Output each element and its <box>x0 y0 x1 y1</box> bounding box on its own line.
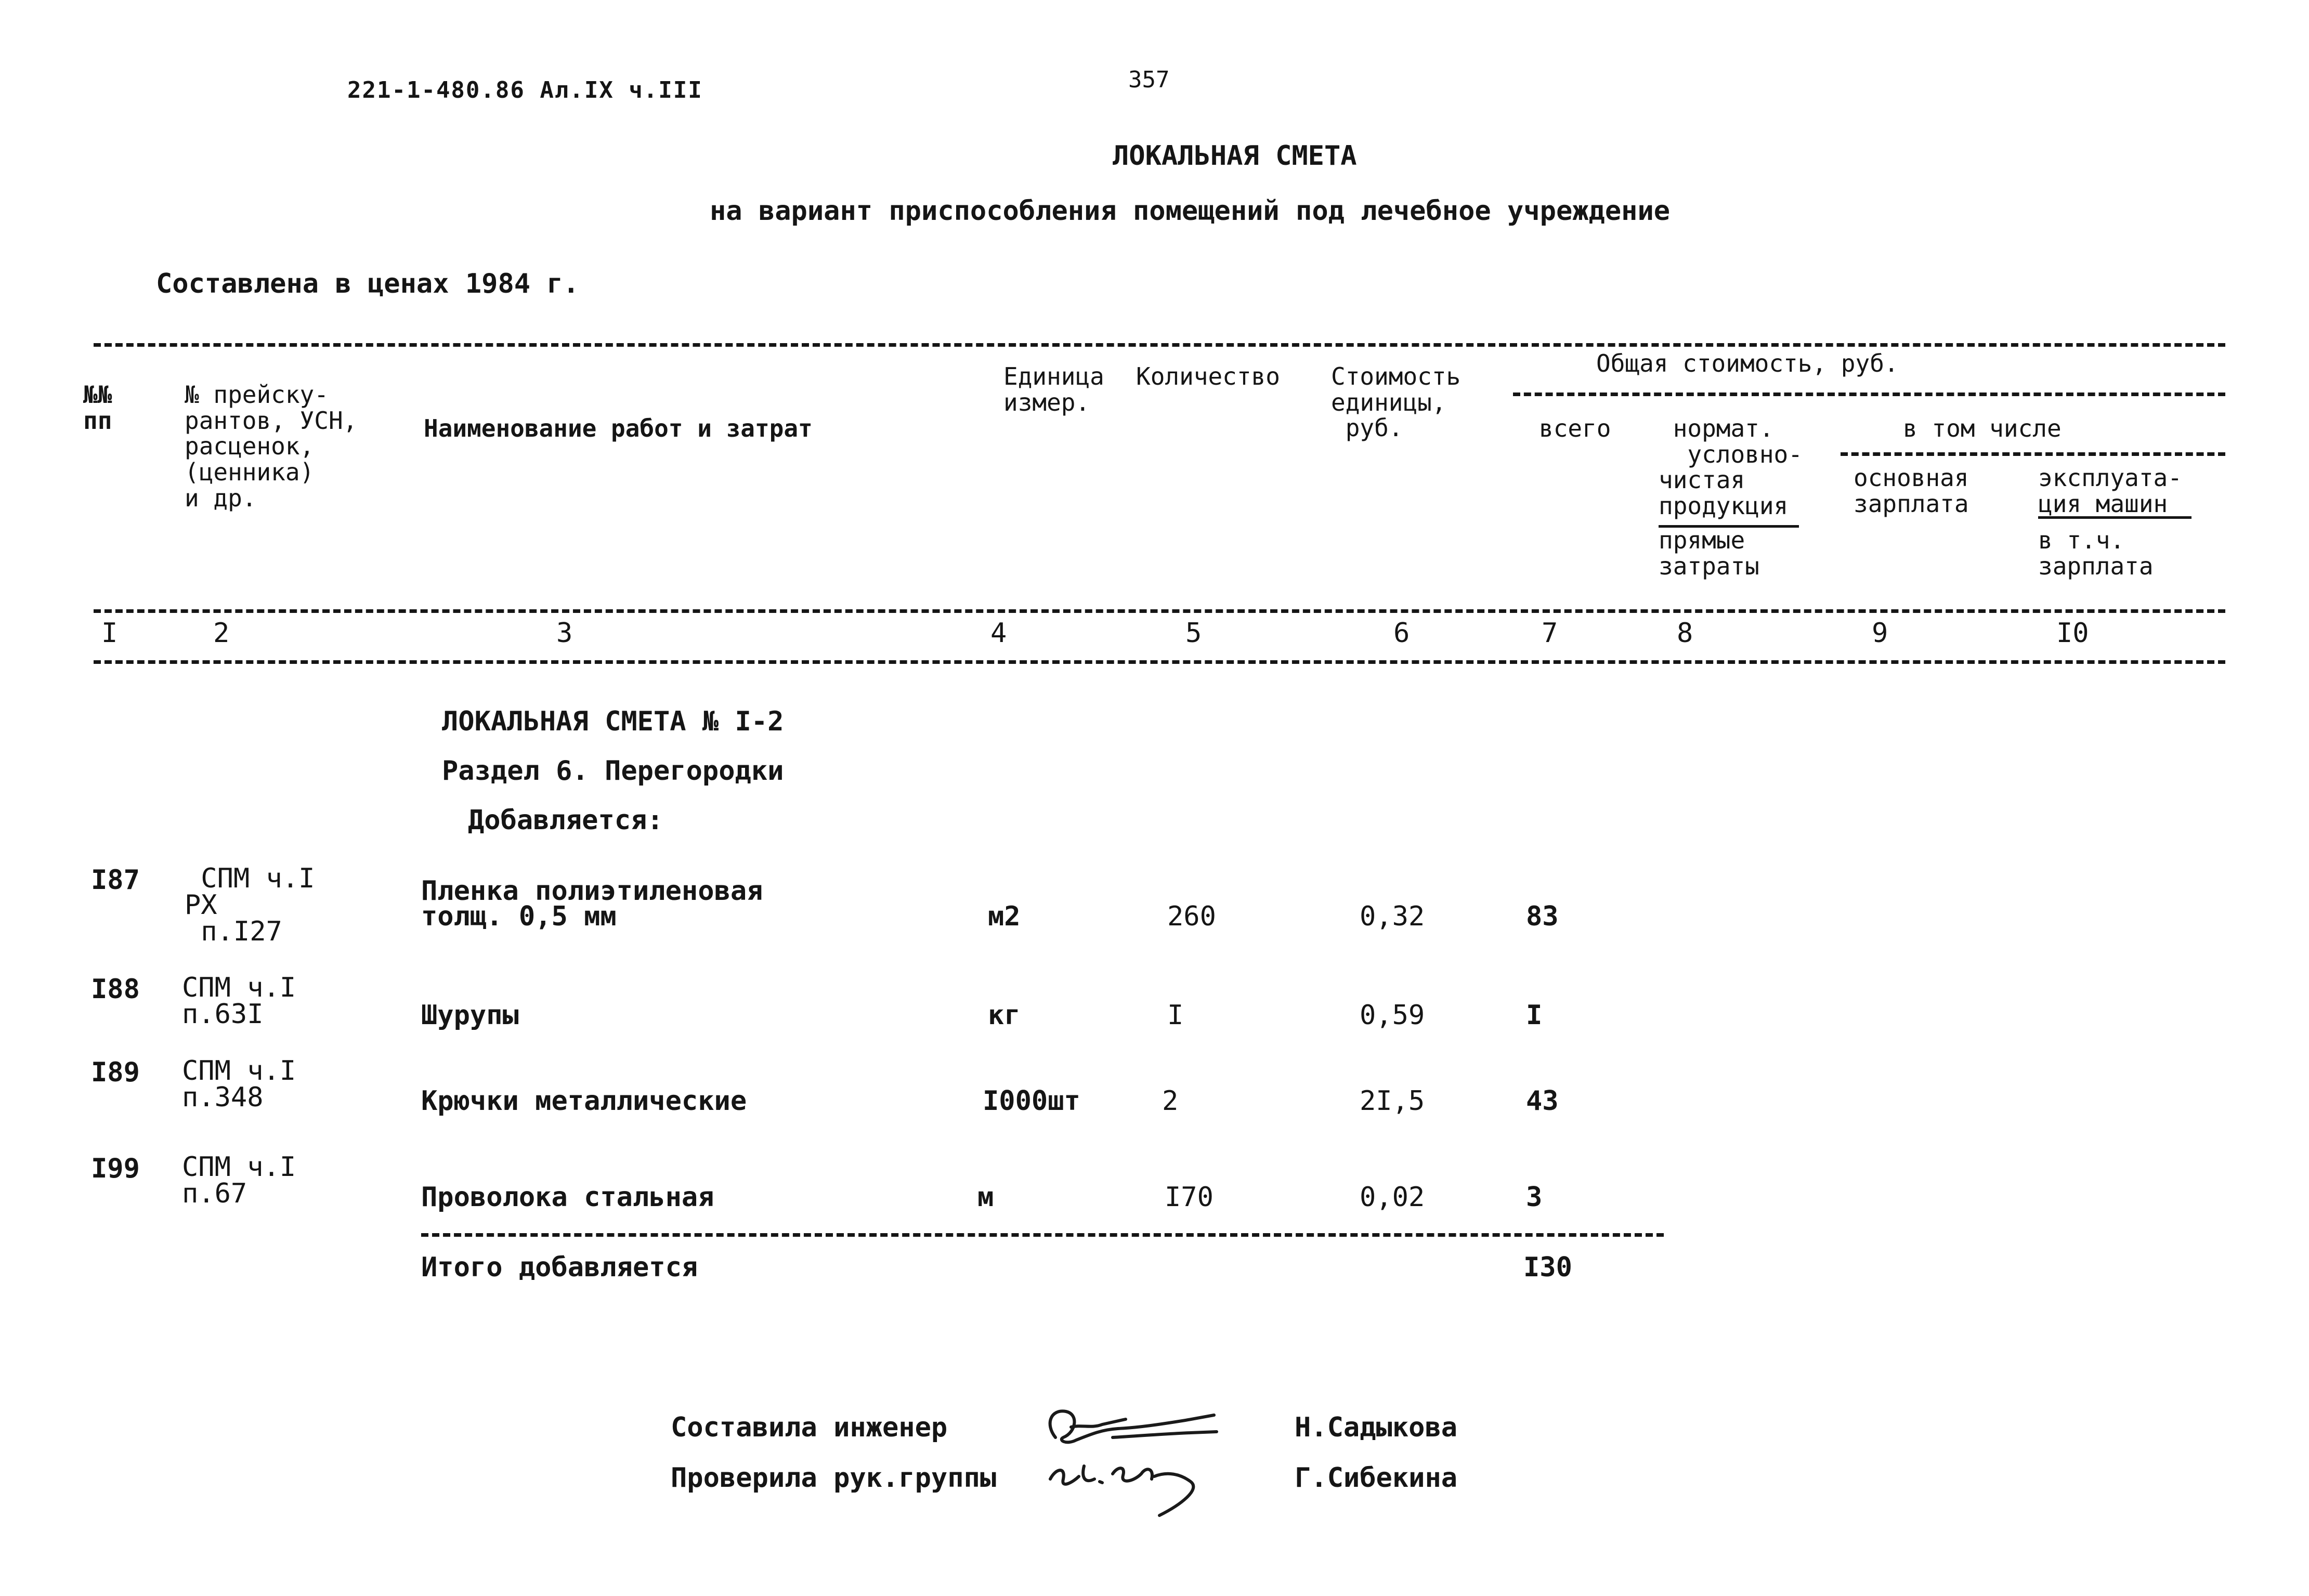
document-subtitle: на вариант приспособления помещений под лечебное учреждение <box>710 195 1671 227</box>
column-number-2: 2 <box>213 618 230 649</box>
row-unit-price: 0,02 <box>1360 1182 1425 1213</box>
header-col-name: Наименование работ и затрат <box>424 414 813 442</box>
page-number: 357 <box>1128 67 1170 93</box>
compiled-by-label: Составила инженер <box>671 1412 948 1443</box>
header-col-quantity: Количество <box>1136 362 1280 390</box>
subtotal-label: Итого добавляется <box>421 1252 698 1283</box>
header-including-group: в том числе <box>1903 414 2062 442</box>
row-unit: I000шт <box>983 1085 1080 1117</box>
estimate-title: ЛОКАЛЬНАЯ СМЕТА № I-2 <box>442 706 784 737</box>
doc-code: 221-1-480.86 Ал.IX ч.III <box>347 77 703 103</box>
header-col-unit-cost: Стоимость единицы, руб. <box>1331 362 1461 442</box>
header-col-reference: № прейску- рантов, УСН, расценок, (ценника) и др. <box>185 381 358 512</box>
column-number-1: I <box>101 618 118 649</box>
numbers-bottom-rule <box>94 660 2225 664</box>
column-number-9: 9 <box>1872 618 1888 649</box>
row-reference: СПМ ч.I п.67 <box>182 1152 296 1209</box>
row-reference: СПМ ч.I п.63I <box>182 972 296 1030</box>
compiled-by-name: Н.Садыкова <box>1295 1412 1458 1443</box>
header-col-number: №№ пп <box>83 381 112 435</box>
row-number: I89 <box>91 1057 140 1088</box>
header-col-direct-costs: прямые затраты <box>1659 526 1759 580</box>
row-unit-price: 0,32 <box>1360 901 1425 932</box>
row-name: Пленка полиэтиленовая толщ. 0,5 мм <box>421 875 763 933</box>
row-name: Шурупы <box>421 1000 519 1031</box>
row-reference: СПМ ч.I РХ п.I27 <box>185 863 315 947</box>
document-title: ЛОКАЛЬНАЯ СМЕТА <box>1113 140 1357 172</box>
subtotal-rule <box>421 1233 1664 1237</box>
row-total: I <box>1526 1000 1543 1031</box>
column-number-10: I0 <box>2056 618 2089 649</box>
row-total: 3 <box>1526 1182 1543 1213</box>
header-bottom-rule <box>94 609 2225 613</box>
added-label: Добавляется: <box>468 805 663 836</box>
row-number: I88 <box>91 974 140 1005</box>
header-col-machine-operation: эксплуата- ция машин <box>2038 464 2182 518</box>
column-number-4: 4 <box>990 618 1007 649</box>
column-number-3: 3 <box>556 618 573 649</box>
header-col-total: всего <box>1539 414 1611 442</box>
header-total-cost-group: Общая стоимость, руб. <box>1596 349 1899 377</box>
row-total: 83 <box>1526 901 1559 932</box>
column-number-6: 6 <box>1393 618 1410 649</box>
subtotal-total: I30 <box>1523 1252 1572 1283</box>
row-quantity: 260 <box>1167 901 1216 932</box>
row-quantity: I <box>1167 1000 1184 1031</box>
row-quantity: 2 <box>1162 1085 1179 1117</box>
row-unit-price: 2I,5 <box>1360 1085 1425 1117</box>
checked-by-name: Г.Сибекина <box>1295 1462 1458 1494</box>
column-number-5: 5 <box>1185 618 1202 649</box>
row-unit: м2 <box>988 901 1021 932</box>
row-reference: СПМ ч.I п.348 <box>182 1055 296 1113</box>
header-col-base-salary: основная зарплата <box>1854 464 1969 518</box>
prices-note: Составлена в ценах 1984 г. <box>156 268 579 299</box>
header-top-rule <box>94 343 2225 347</box>
row-quantity: I70 <box>1165 1182 1214 1213</box>
section-title: Раздел 6. Перегородки <box>442 755 784 787</box>
row-name: Крючки металлические <box>421 1085 747 1117</box>
handwritten-signatures <box>1035 1388 1279 1523</box>
header-col10-divider <box>2038 516 2191 519</box>
header-col-unit: Единица измер. <box>1003 362 1104 416</box>
incl-group-rule <box>1841 452 2225 456</box>
column-number-7: 7 <box>1542 618 1558 649</box>
column-number-8: 8 <box>1677 618 1693 649</box>
header-col-machine-salary: в т.ч. зарплата <box>2038 526 2154 580</box>
row-unit-price: 0,59 <box>1360 1000 1425 1031</box>
row-number: I87 <box>91 865 140 896</box>
checked-by-label: Проверила рук.группы <box>671 1462 997 1494</box>
row-unit: кг <box>988 1000 1021 1031</box>
header-col-normative: нормат. условно- чистая продукция <box>1659 414 1803 520</box>
row-total: 43 <box>1526 1085 1559 1117</box>
row-unit: м <box>977 1182 994 1213</box>
total-group-rule <box>1513 393 2225 396</box>
row-number: I99 <box>91 1153 140 1184</box>
row-name: Проволока стальная <box>421 1182 714 1213</box>
